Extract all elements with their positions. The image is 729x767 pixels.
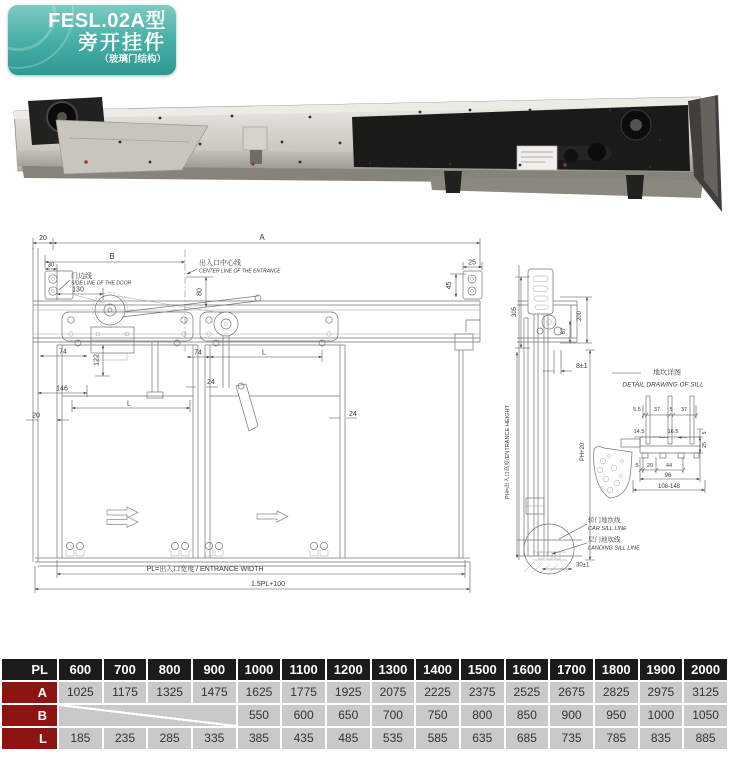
front-view-drawing: [26, 233, 482, 593]
dim-25-right: 25: [702, 441, 708, 449]
cell-a: 2375: [461, 682, 504, 703]
dim-a: A: [259, 233, 265, 242]
dim-305: 305: [512, 306, 518, 318]
side-view-dimensions: [503, 277, 640, 569]
col-header: 1800: [595, 659, 638, 680]
dim-5-right: 5: [702, 431, 708, 435]
product-name: 旁开挂件: [78, 32, 166, 54]
col-header: 900: [193, 659, 236, 680]
car-sill-line-label-cn: 轿门地坎线: [588, 517, 621, 524]
table-header-row: [2, 659, 727, 680]
col-header: 700: [104, 659, 147, 680]
table-row-b: [2, 705, 727, 726]
cell-b: 1050: [684, 705, 727, 726]
dim-122: 122: [93, 354, 101, 366]
product-subtitle: （玻璃门结构）: [99, 54, 166, 65]
cell-l: 385: [238, 728, 281, 749]
dim-44: 44: [665, 463, 673, 469]
cell-a: 2525: [506, 682, 549, 703]
cell-b: 700: [372, 705, 415, 726]
door-direction-arrows: [107, 507, 288, 528]
cell-b: 550: [238, 705, 281, 726]
col-header: 1600: [506, 659, 549, 680]
row-label: B: [2, 705, 57, 726]
sill-detail-balloon: [524, 524, 574, 574]
cell-l: 835: [640, 728, 683, 749]
row-label: A: [2, 682, 57, 703]
cell-a: 2675: [550, 682, 593, 703]
landing-sill-line-label-en: LANDING SILL LINE: [588, 545, 640, 552]
product-badge: [8, 5, 176, 75]
cell-b: 900: [550, 705, 593, 726]
photo-hanger-bracket: [626, 175, 644, 199]
col-header: 2000: [684, 659, 727, 680]
table-row-l: [2, 728, 727, 749]
sill-detail-title-en: DETAIL DRAWING OF SILL: [622, 381, 704, 389]
dim-5-bottom: 5: [635, 463, 639, 469]
cell-a: 1925: [327, 682, 370, 703]
cell-l: 335: [193, 728, 236, 749]
row-label: L: [2, 728, 57, 749]
cell-l: 635: [461, 728, 504, 749]
table-header-pl: PL: [2, 659, 57, 680]
product-photo: [14, 95, 722, 212]
cell-l: 885: [684, 728, 727, 749]
cell-a: 1475: [193, 682, 236, 703]
cell-a: 3125: [684, 682, 727, 703]
center-line-label-cn: 出入口中心线: [199, 260, 241, 267]
cell-a: 1175: [104, 682, 147, 703]
dim-ph-plus-20: PH+20: [580, 442, 586, 462]
cell-l: 585: [416, 728, 459, 749]
cell-l: 185: [59, 728, 102, 749]
side-view-drawing: [503, 265, 640, 574]
release-crank: [236, 384, 258, 431]
door-side-line-label-cn: 门边线: [71, 273, 92, 280]
col-header: 800: [148, 659, 191, 680]
col-header: 1000: [238, 659, 281, 680]
photo-rating-label: [517, 146, 557, 170]
cell-b: 800: [461, 705, 504, 726]
col-header: 1100: [282, 659, 325, 680]
entrance-width-label: PL=出入口宽度 / ENTRANCE WIDTH: [146, 566, 264, 573]
dim-5-a: 5: [669, 407, 673, 413]
table-row-a: [2, 682, 727, 703]
mount-bracket-left: [45, 271, 73, 299]
dim-96: 96: [664, 473, 672, 479]
cell-l: 435: [282, 728, 325, 749]
dim-67: 67: [561, 327, 567, 335]
cell-a: 1775: [282, 682, 325, 703]
slotted-hanger-bracket: [528, 269, 553, 314]
col-header: 1400: [416, 659, 459, 680]
empty-diagonal-cell: [59, 705, 236, 726]
cell-l: 785: [595, 728, 638, 749]
dim-74-left: 74: [59, 348, 67, 356]
cell-b: 1000: [640, 705, 683, 726]
dim-24-right: 24: [349, 411, 357, 418]
dim-20: 20: [646, 463, 654, 469]
door-bottom-guides: [66, 542, 328, 556]
dim-200: 200: [577, 310, 583, 322]
col-header: 1300: [372, 659, 415, 680]
dim-l-right: L: [262, 349, 266, 357]
entrance-height-label: PH=出入口高度/ENTRANCE HEIGHT: [505, 404, 511, 500]
cell-l: 285: [148, 728, 191, 749]
cell-l: 685: [506, 728, 549, 749]
car-sill-line-label-en: CAR SILL LINE: [588, 526, 627, 532]
sill-support-gusset: [594, 447, 632, 498]
floor-hatching: [524, 562, 566, 574]
dim-108-148: 108-148: [657, 484, 681, 490]
cell-a: 1325: [148, 682, 191, 703]
dimension-spec-table: [0, 657, 729, 751]
sill-detail-title-cn: 地坎详图: [653, 369, 681, 377]
cell-b: 750: [416, 705, 459, 726]
dim-37-a: 37: [653, 407, 661, 413]
col-header: 1900: [640, 659, 683, 680]
overall-width-label: 1.5PL+100: [250, 581, 286, 588]
cell-b: 950: [595, 705, 638, 726]
dim-30: 30: [47, 262, 55, 269]
col-header: 1500: [461, 659, 504, 680]
dim-l-left: L: [127, 400, 131, 408]
cell-a: 2075: [372, 682, 415, 703]
cell-a: 2225: [416, 682, 459, 703]
dim-20-bottom: 20: [32, 412, 40, 420]
landing-sill-line-label-cn: 层门地坎线: [588, 536, 621, 544]
mount-bracket-right: [463, 271, 482, 299]
sill-detail-dimensions: [633, 405, 708, 493]
cell-l: 735: [550, 728, 593, 749]
cell-b: 600: [282, 705, 325, 726]
dim-20-top: 20: [39, 235, 47, 242]
dim-16-5: 16.5: [667, 429, 679, 435]
dim-130: 130: [72, 286, 84, 294]
cell-l: 235: [104, 728, 147, 749]
cell-l: 485: [327, 728, 370, 749]
dim-25: 25: [468, 259, 476, 267]
cell-a: 1025: [59, 682, 102, 703]
dim-45: 45: [446, 281, 453, 290]
sill-detail-drawing: [594, 368, 708, 499]
product-model: FESL.02A型: [48, 10, 166, 32]
dim-146: 146: [56, 385, 68, 393]
dim-74-right: 74: [194, 349, 202, 357]
cell-a: 1625: [238, 682, 281, 703]
dim-30-1: 30±1: [576, 562, 590, 569]
cell-b: 850: [506, 705, 549, 726]
dim-14-5: 14.5: [633, 429, 645, 435]
sill-profile: [621, 437, 700, 458]
cell-a: 2825: [595, 682, 638, 703]
door-hanger-plates: [62, 312, 338, 346]
door-side-line-label-en: SIDE LINE OF THE DOOR: [71, 280, 132, 287]
dim-b: B: [109, 252, 115, 261]
dim-5-5: 5.5: [633, 407, 641, 413]
col-header: 1700: [550, 659, 593, 680]
cell-b: 650: [327, 705, 370, 726]
cell-l: 535: [372, 728, 415, 749]
col-header: 1200: [327, 659, 370, 680]
col-header: 600: [59, 659, 102, 680]
dim-24-left: 24: [207, 379, 215, 386]
dim-80: 80: [196, 288, 204, 296]
photo-hanger-bracket: [444, 171, 462, 193]
dim-8-1: 8±1: [576, 363, 588, 370]
cell-a: 2975: [640, 682, 683, 703]
center-line-label-en: CENTER LINE OF THE ENTRANCE: [199, 268, 281, 275]
dim-37-b: 37: [680, 407, 688, 413]
